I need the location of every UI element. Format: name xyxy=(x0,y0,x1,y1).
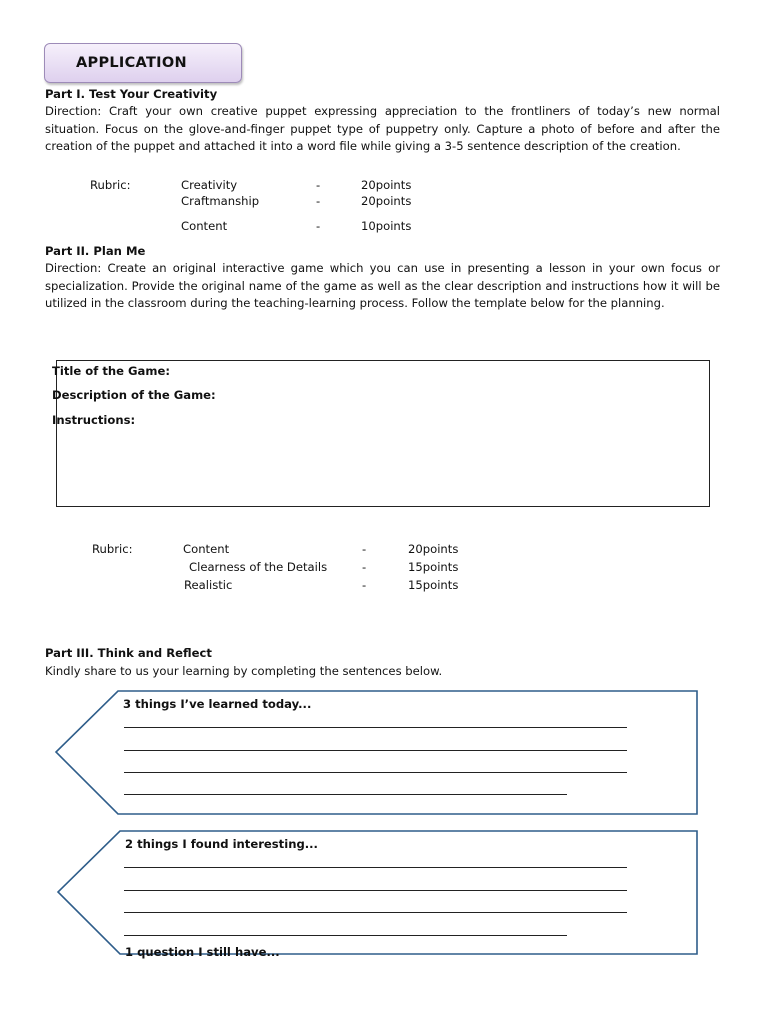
answer-line[interactable] xyxy=(124,794,567,795)
part2-rubric-criterion-1: Content xyxy=(183,542,230,556)
template-title-label: Title of the Game: xyxy=(52,364,170,378)
part1-rubric-criterion-2: Craftmanship xyxy=(181,194,260,208)
template-instructions-label: Instructions: xyxy=(52,413,136,427)
part1-rubric-dash-1: - xyxy=(316,178,321,192)
part2-rubric-criterion-2: Clearness of the Details xyxy=(189,560,328,574)
answer-line[interactable] xyxy=(124,867,627,868)
template-description-label: Description of the Game: xyxy=(52,388,216,402)
answer-line[interactable] xyxy=(124,890,627,891)
answer-line[interactable] xyxy=(124,727,627,728)
answer-line[interactable] xyxy=(124,912,627,913)
part3-intro: Kindly share to us your learning by completing the sentences below. xyxy=(45,664,443,678)
prompt-found-interesting: 2 things I found interesting... xyxy=(125,837,318,851)
part1-rubric-dash-2: - xyxy=(316,194,321,208)
part1-direction: Direction: Craft your own creative puppet expressing appreciation to the frontliners of today’s new normal situation. Focus on the glove-and-finger puppet type of puppetry only. Capture a photo of before and after the creation of the puppet and attached it into a word file while giving a 3-5 sentence description of the creation. xyxy=(45,104,720,154)
part2-heading: Part II. Plan Me xyxy=(45,244,146,258)
part1-heading: Part I. Test Your Creativity xyxy=(45,87,218,101)
part2-rubric-points-3: 15points xyxy=(408,578,459,592)
answer-line[interactable] xyxy=(124,750,627,751)
part1-rubric-criterion-1: Creativity xyxy=(181,178,238,192)
part1-rubric-dash-3: - xyxy=(316,219,321,233)
part1-rubric-label: Rubric: xyxy=(90,178,131,192)
prompt-question-still-have: 1 question I still have... xyxy=(125,945,280,959)
game-plan-template-box xyxy=(56,360,710,507)
part2-rubric-dash-1: - xyxy=(362,542,367,556)
part1-rubric-points-3: 10points xyxy=(361,219,412,233)
part1-rubric-points-2: 20points xyxy=(361,194,412,208)
part2-rubric-criterion-3: Realistic xyxy=(184,578,233,592)
answer-line[interactable] xyxy=(124,935,567,936)
part2-direction: Direction: Create an original interactive game which you can use in presenting a lesson in your own focus or specialization. Provide the original name of the game as well as the clear description and instructions how it will be utilized in the classroom during the teaching-learning process. Follow the template below for the planning. xyxy=(45,261,720,311)
part1-rubric-criterion-3: Content xyxy=(181,219,228,233)
answer-line[interactable] xyxy=(124,772,627,773)
part2-rubric-dash-2: - xyxy=(362,560,367,574)
part2-rubric-label: Rubric: xyxy=(92,542,133,556)
part1-rubric-points-1: 20points xyxy=(361,178,412,192)
part2-rubric-dash-3: - xyxy=(362,578,367,592)
part2-rubric-points-1: 20points xyxy=(408,542,459,556)
prompt-learned-today: 3 things I’ve learned today... xyxy=(123,697,312,711)
application-title: APPLICATION xyxy=(76,55,187,71)
part3-heading: Part III. Think and Reflect xyxy=(45,646,212,660)
part2-rubric-points-2: 15points xyxy=(408,560,459,574)
